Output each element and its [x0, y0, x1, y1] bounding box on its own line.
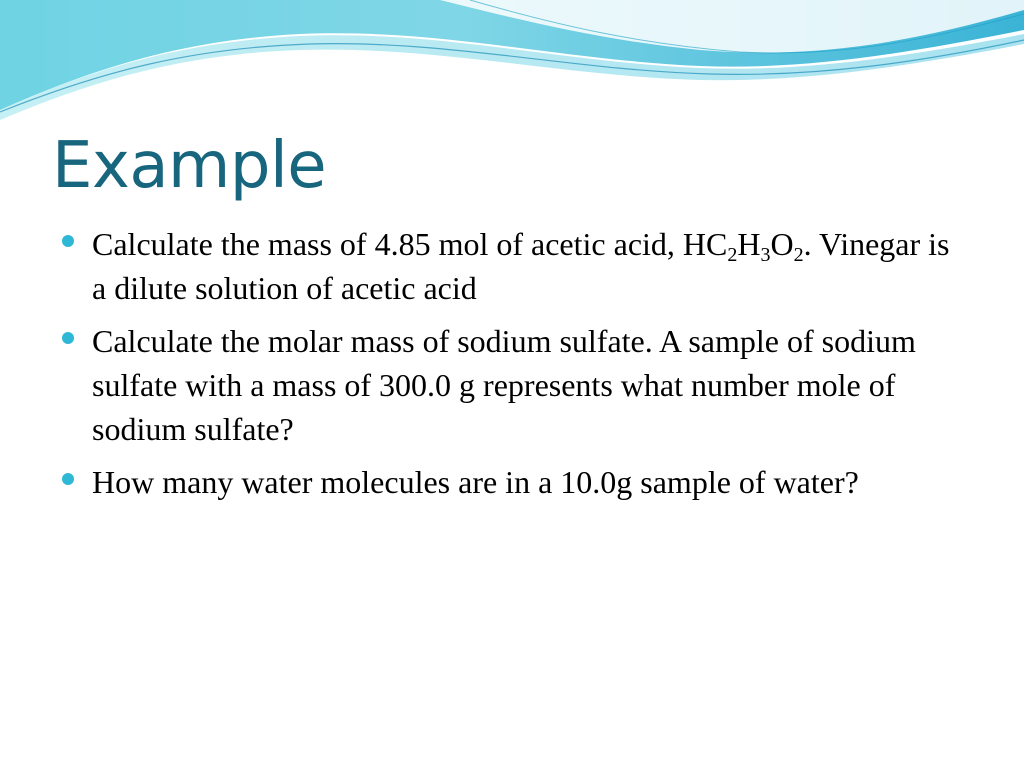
slide-title: Example [52, 129, 327, 203]
subscript: 2 [793, 244, 804, 266]
bullet-list [62, 222, 952, 513]
bullet-dot-icon [62, 235, 74, 247]
bullet-item [62, 460, 952, 504]
bullet-text-part: . Vinegar is a dilute solution of acetic acid [92, 226, 950, 306]
bullet-dot-icon [62, 473, 74, 485]
bullet-text-part: O [770, 226, 794, 262]
subscript: 3 [760, 244, 771, 266]
bullet-dot-icon [62, 332, 74, 344]
subscript: 2 [727, 244, 738, 266]
bullet-text [92, 226, 949, 306]
bullet-text-part: H [737, 226, 761, 262]
bullet-item [62, 222, 952, 310]
header-wave-decoration [0, 0, 1024, 120]
bullet-text-part: Calculate the mass of 4.85 mol of acetic acid, HC [92, 226, 728, 262]
bullet-text: How many water molecules are in a 10.0g sample of water? [92, 464, 859, 500]
bullet-text: Calculate the molar mass of sodium sulfate. A sample of sodium sulfate with a mass of 300.0 g represents what number mole of sodium sulfate? [92, 323, 916, 447]
bullet-item [62, 319, 952, 451]
